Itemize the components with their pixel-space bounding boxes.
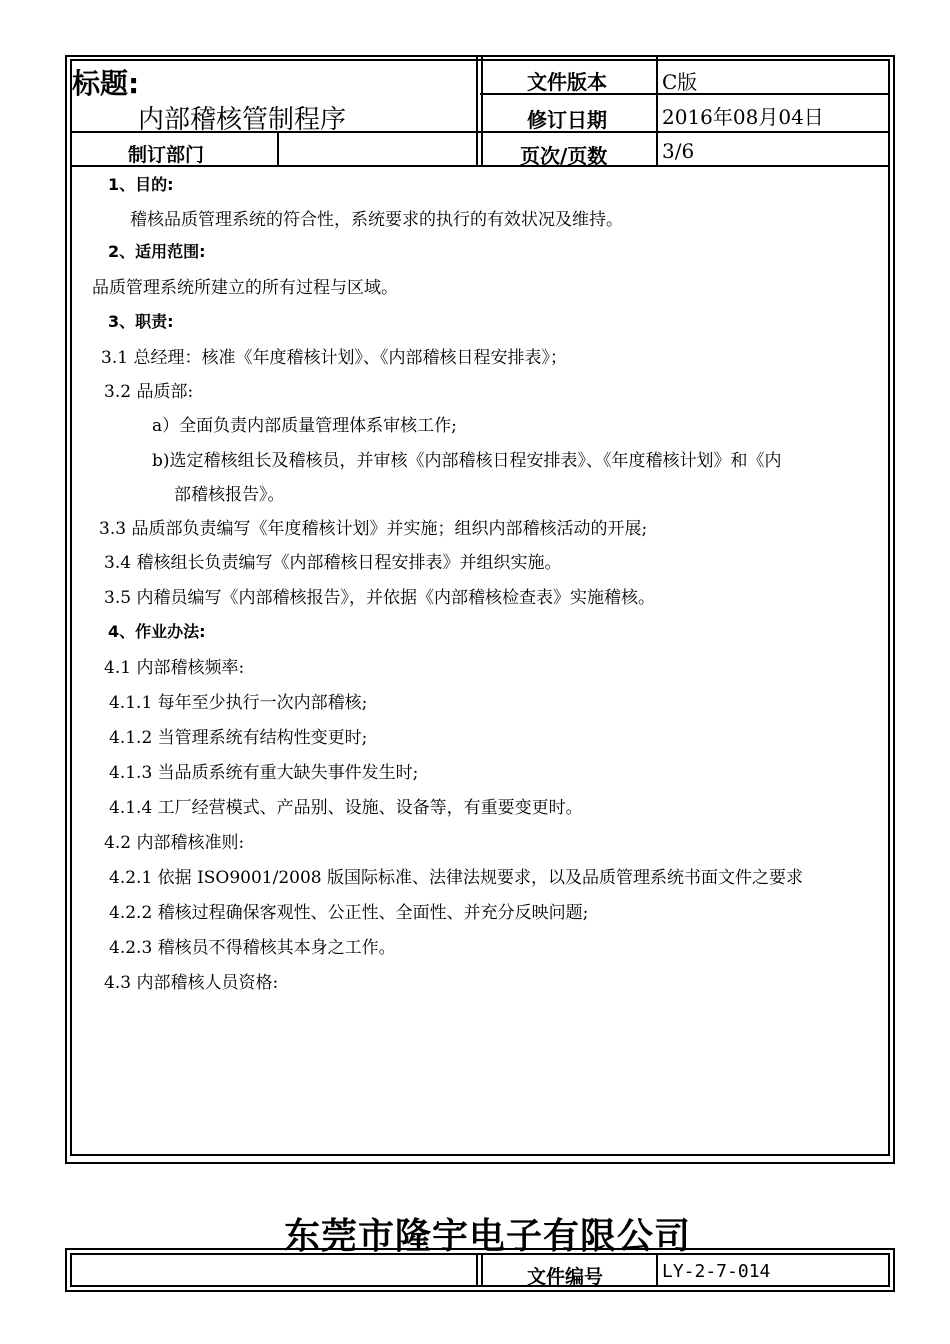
- header-vline-a: [476, 57, 478, 167]
- item-4-1-4: 4.1.4 工厂经营模式、产品别、设施、设备等，有重要变更时。: [109, 798, 583, 818]
- doc-no-value: LY-2-7-014: [662, 1261, 771, 1282]
- page-value: 3/6: [662, 139, 695, 163]
- item-4-2-3: 4.2.3 稽核员不得稽核其本身之工作。: [109, 938, 396, 958]
- company-name: 东莞市隆宇电子有限公司: [284, 1216, 692, 1257]
- version-value: C版: [662, 70, 698, 94]
- section-1-text: 稽核品质管理系统的符合性，系统要求的执行的有效状况及维持。: [130, 210, 623, 230]
- section-2-text: 品质管理系统所建立的所有过程与区域。: [92, 278, 398, 298]
- item-3-3: 3.3 品质部负责编写《年度稽核计划》并实施；组织内部稽核活动的开展;: [99, 519, 648, 539]
- item-3-2-a: a）全面负责内部质量管理体系审核工作;: [152, 416, 457, 436]
- item-4-2: 4.2 内部稽核准则:: [104, 833, 245, 853]
- item-4-3: 4.3 内部稽核人员资格:: [104, 973, 279, 993]
- header-vline-d: [277, 131, 279, 167]
- item-4-1-3: 4.1.3 当品质系统有重大缺失事件发生时;: [109, 763, 419, 783]
- item-3-2: 3.2 品质部:: [104, 382, 194, 402]
- section-1-heading: 1、目的:: [108, 175, 174, 194]
- item-3-2-b-cont: 部稽核报告》。: [174, 485, 285, 505]
- section-4-heading: 4、作业办法:: [108, 622, 206, 641]
- footer-vline-c: [656, 1253, 658, 1286]
- date-value: 2016年08月04日: [662, 105, 824, 129]
- section-3-heading: 3、职责:: [108, 312, 174, 331]
- item-4-2-2: 4.2.2 稽核过程确保客观性、公正性、全面性、并充分反映问题;: [109, 903, 589, 923]
- item-3-2-b: b)选定稽核组长及稽核员，并审核《内部稽核日程安排表》、《年度稽核计划》和《内: [152, 451, 782, 471]
- item-3-4: 3.4 稽核组长负责编写《内部稽核日程安排表》并组织实施。: [104, 553, 562, 573]
- footer-vline-b: [481, 1253, 483, 1286]
- page-title: 内部稽核管制程序: [138, 105, 347, 135]
- page-label: 页次/页数: [520, 144, 608, 168]
- item-3-1: 3.1 总经理：核准《年度稽核计划》、《内部稽核日程安排表》；: [101, 348, 567, 368]
- footer-vline-a: [476, 1253, 478, 1286]
- dept-label: 制订部门: [128, 144, 205, 166]
- version-label: 文件版本: [527, 70, 607, 94]
- header-vline-c: [656, 57, 658, 167]
- item-4-1: 4.1 内部稽核频率:: [104, 658, 245, 678]
- item-4-1-1: 4.1.1 每年至少执行一次内部稽核;: [109, 693, 368, 713]
- header-vline-b: [481, 57, 483, 167]
- title-label: 标题:: [72, 67, 140, 100]
- section-2-heading: 2、适用范围:: [108, 242, 206, 261]
- item-4-2-1: 4.2.1 依据 ISO9001/2008 版国际标准、法律法规要求，以及品质管理系统书面文件之要求: [109, 868, 804, 888]
- date-label: 修订日期: [527, 108, 607, 132]
- item-4-1-2: 4.1.2 当管理系统有结构性变更时;: [109, 728, 368, 748]
- item-3-5: 3.5 内稽员编写《内部稽核报告》，并依据《内部稽核检查表》实施稽核。: [104, 588, 655, 608]
- doc-no-label: 文件编号: [527, 1266, 604, 1288]
